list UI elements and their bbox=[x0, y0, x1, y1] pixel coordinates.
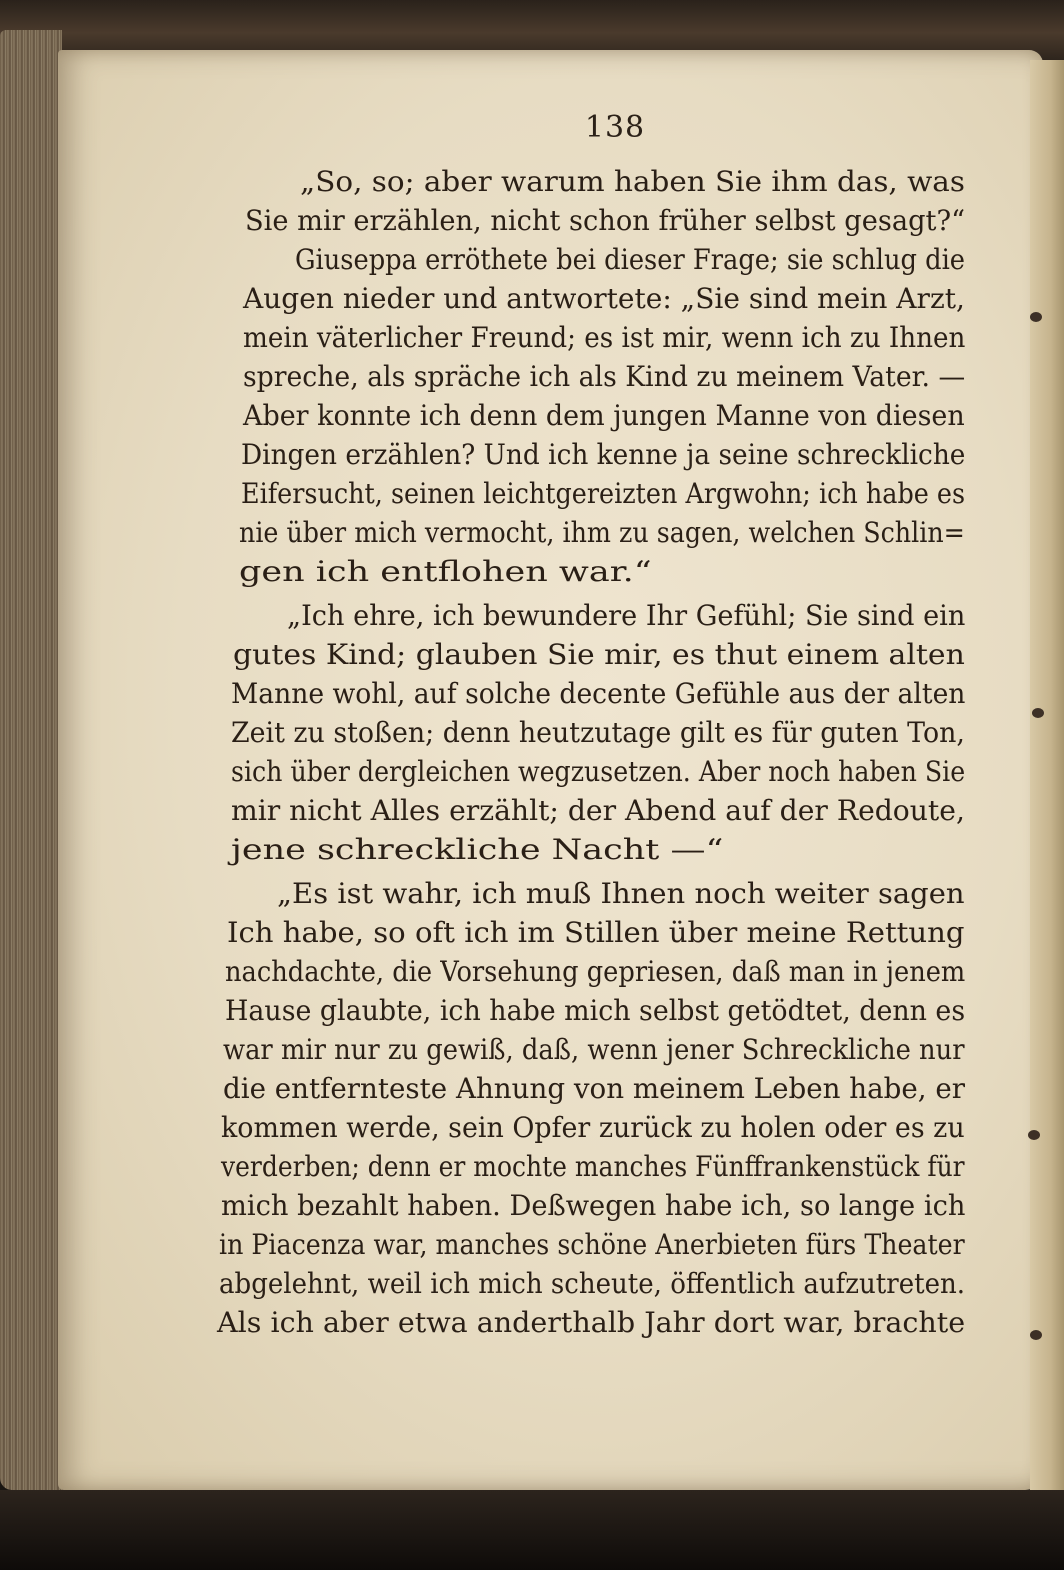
text-line: Dingen erzählen? Und ich kenne ja seine schreckliche bbox=[241, 438, 966, 471]
text-line: Aber konnte ich denn dem jungen Manne von diesen bbox=[243, 399, 965, 432]
book-cover-bottom bbox=[0, 1490, 1064, 1570]
text-line: nachdachte, die Vorsehung gepriesen, daß man in jenem bbox=[225, 955, 966, 988]
text-line: gutes Kind; glauben Sie mir, es thut einem alten bbox=[233, 638, 965, 671]
binding-mark bbox=[1032, 708, 1044, 718]
text-line: spreche, als spräche ich als Kind zu meinem Vater. — bbox=[243, 360, 966, 393]
facing-page-edge bbox=[1030, 60, 1064, 1490]
text-line: in Piacenza war, manches schöne Anerbieten fürs Theater bbox=[219, 1228, 965, 1261]
text-line: Manne wohl, auf solche decente Gefühle aus der alten bbox=[231, 677, 966, 710]
text-line: Ich habe, so oft ich im Stillen über meine Rettung bbox=[227, 916, 965, 949]
text-line: Hause glaubte, ich habe mich selbst getödtet, denn es bbox=[225, 994, 966, 1027]
page-number: 138 bbox=[584, 110, 646, 145]
text-line: war mir nur zu gewiß, daß, wenn jener Schreckliche nur bbox=[223, 1033, 965, 1066]
text-line: mein väterlicher Freund; es ist mir, wenn ich zu Ihnen bbox=[243, 321, 966, 354]
text-line: Eifersucht, seinen leichtgereizten Argwohn; ich habe es bbox=[241, 477, 966, 510]
binding-mark bbox=[1030, 1330, 1042, 1340]
text-line: nie über mich vermocht, ihm zu sagen, welchen Schlin= bbox=[239, 516, 965, 549]
binding-mark bbox=[1028, 1130, 1040, 1140]
binding-mark bbox=[1030, 312, 1042, 322]
text-line: die entfernteste Ahnung von meinem Leben habe, er bbox=[223, 1072, 965, 1105]
text-line: Als ich aber etwa anderthalb Jahr dort war, brachte bbox=[217, 1306, 966, 1339]
text-line: mir nicht Alles erzählt; der Abend auf der Redoute, bbox=[231, 794, 965, 827]
text-line: Sie mir erzählen, nicht schon früher selbst gesagt?“ bbox=[245, 204, 965, 237]
text-line: Giuseppa erröthete bei dieser Frage; sie schlug die bbox=[295, 243, 966, 276]
text-line: kommen werde, sein Opfer zurück zu holen oder es zu bbox=[221, 1111, 965, 1144]
text-line: „Ich ehre, ich bewundere Ihr Gefühl; Sie sind ein bbox=[287, 599, 966, 632]
text-line: verderben; denn er mochte manches Fünffrankenstück für bbox=[221, 1150, 965, 1183]
text-line: Zeit zu stoßen; denn heutzutage gilt es für guten Ton, bbox=[231, 716, 965, 749]
text-line: gen ich entflohen war.“ bbox=[239, 555, 652, 588]
text-line: mich bezahlt haben. Deßwegen habe ich, so lange ich bbox=[221, 1189, 966, 1222]
text-line: Augen nieder und antwortete: „Sie sind mein Arzt, bbox=[243, 282, 965, 315]
text-line: jene schreckliche Nacht —“ bbox=[231, 833, 724, 866]
text-line: „Es ist wahr, ich muß Ihnen noch weiter sagen bbox=[277, 877, 965, 910]
text-line: abgelehnt, weil ich mich scheute, öffentlich aufzutreten. bbox=[219, 1267, 966, 1300]
text-line: „So, so; aber warum haben Sie ihm das, was bbox=[300, 165, 965, 198]
page-edges bbox=[0, 30, 62, 1490]
text-line: sich über dergleichen wegzusetzen. Aber noch haben Sie bbox=[231, 755, 966, 788]
